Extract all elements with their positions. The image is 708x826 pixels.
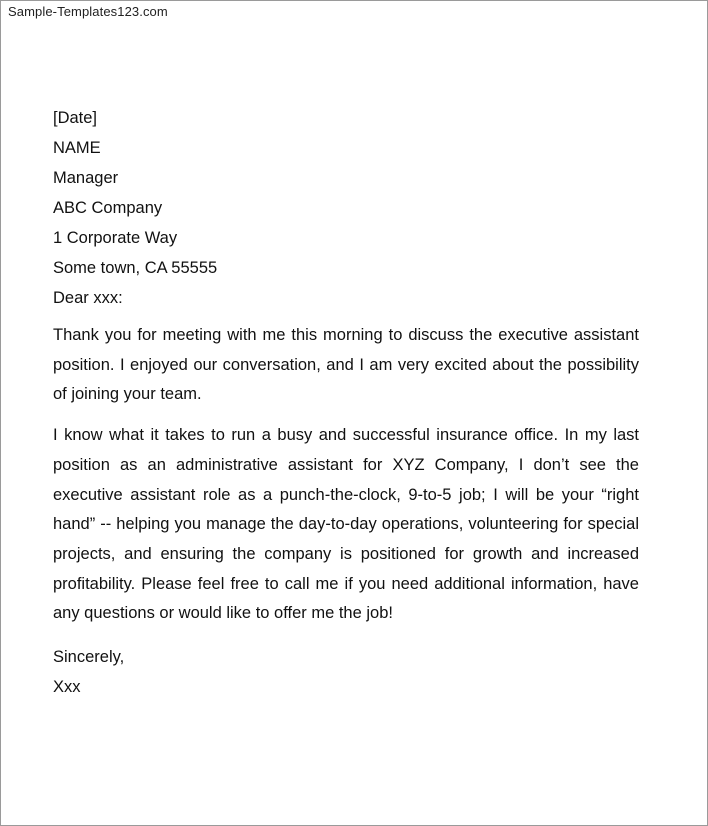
- signature-name: Xxx: [53, 678, 81, 697]
- recipient-name: NAME: [53, 139, 101, 157]
- paragraph-qualifications: I know what it takes to run a busy and successful insurance office. In my last position as an administrative assistant for XYZ Company, I don’t see the executive assistant role as a punch-the-clock, 9-to-5 job; I will be your “right hand” -- helping you manage the day-to-day operations, volunteering for special projects, and ensuring the company is positioned for growth and increased profitability. Please feel free to call me if you need additional information, have any questions or would like to offer me the job!: [53, 426, 639, 623]
- paragraph-thanks: Thank you for meeting with me this morning to discuss the executive assistant position. I enjoyed our conversation, and I am very excited about the possibility of joining your team.: [53, 326, 639, 404]
- recipient-company: ABC Company: [53, 199, 163, 217]
- recipient-city: Some town, CA 55555: [53, 259, 218, 277]
- recipient-street: 1 Corporate Way: [53, 229, 178, 247]
- closing-block: [53, 642, 639, 702]
- salutation: Dear xxx:: [53, 289, 123, 307]
- letter-body: [53, 103, 639, 702]
- site-watermark: Sample-Templates123.com: [8, 4, 168, 19]
- address-block: [53, 103, 639, 313]
- recipient-title: Manager: [53, 169, 119, 187]
- closing-line: Sincerely,: [53, 648, 125, 667]
- date-line: [Date]: [53, 109, 98, 127]
